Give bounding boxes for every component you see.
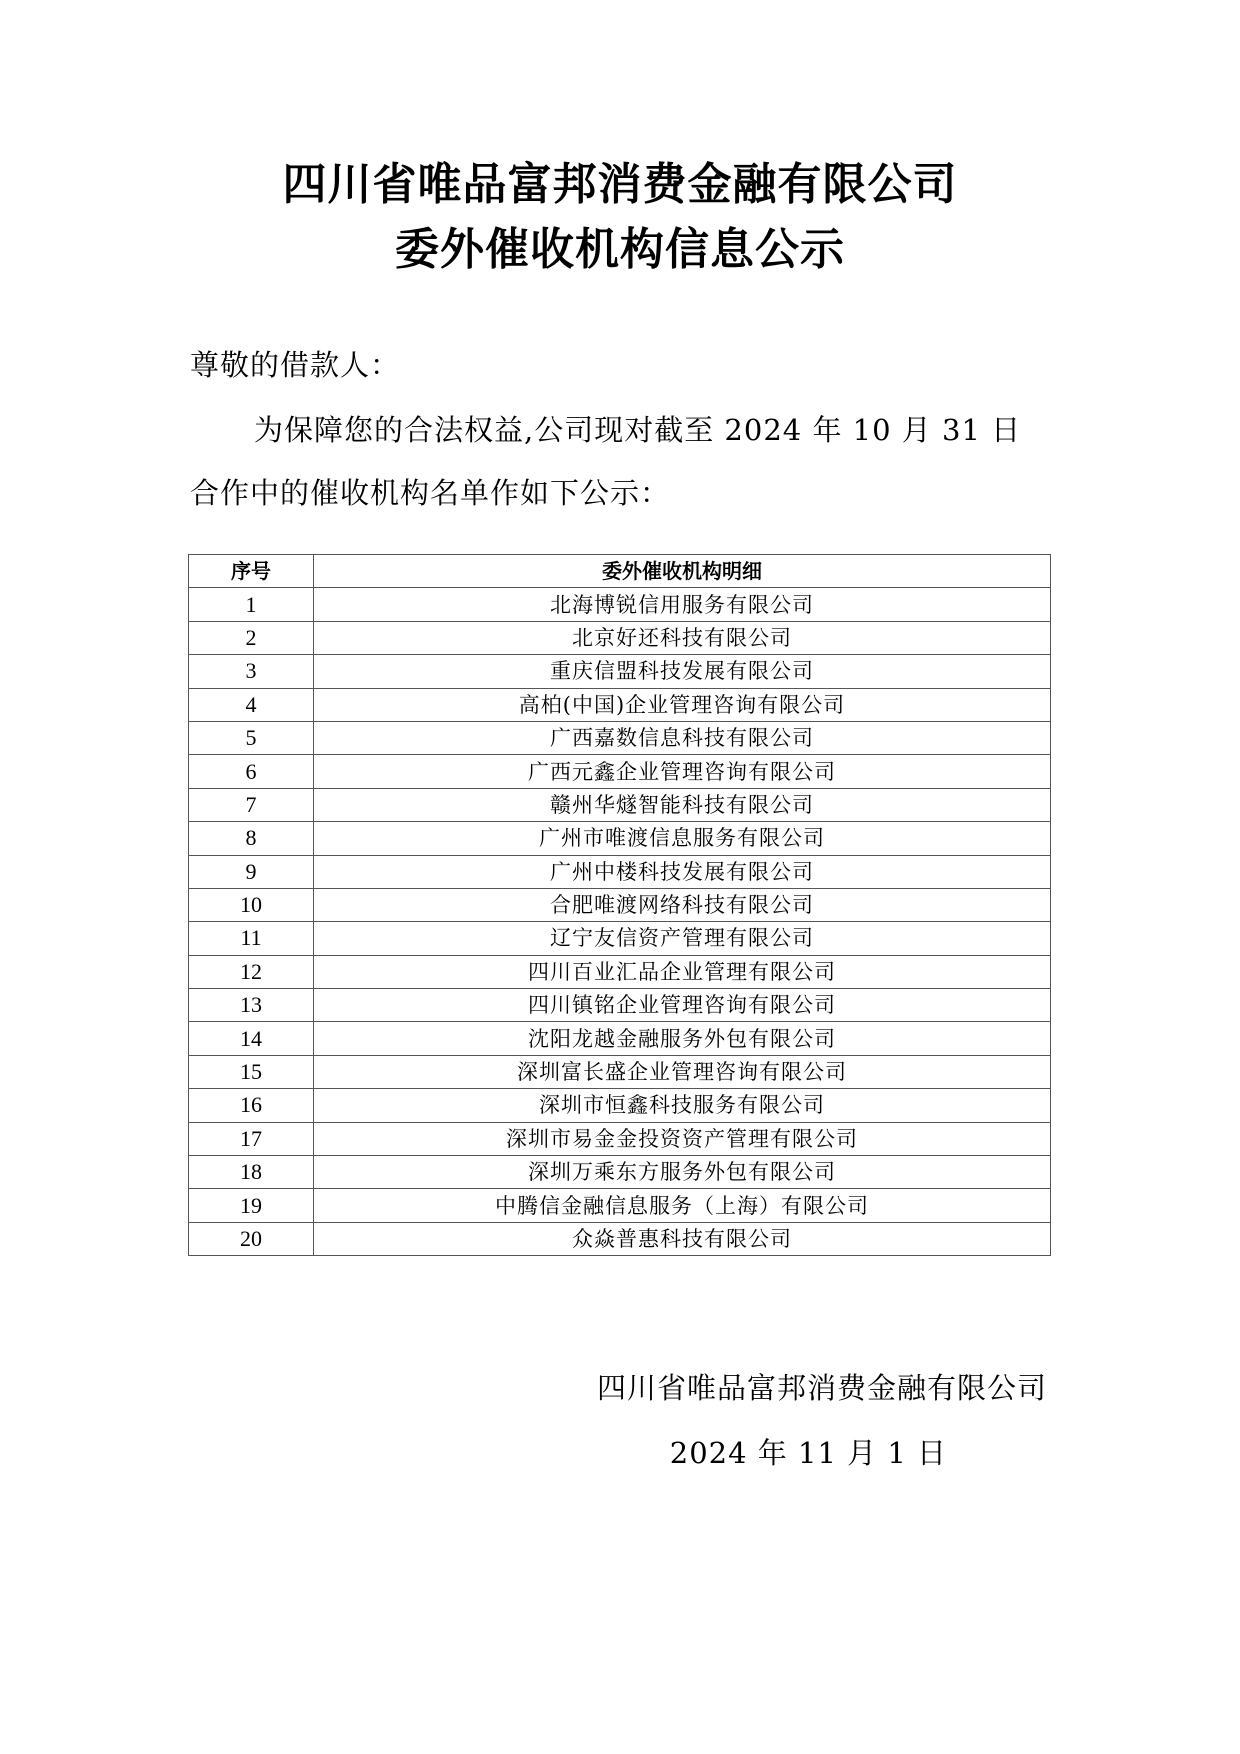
table-row [189,1222,1051,1255]
table-row [189,721,1051,754]
table-row [189,655,1051,688]
table-row [189,788,1051,821]
table-row [189,822,1051,855]
table-row [189,922,1051,955]
table-row [189,621,1051,654]
row-agency-name: 赣州华燧智能科技有限公司 [314,788,1051,821]
row-serial-number: 19 [189,1189,314,1222]
table-header-row [189,555,1051,588]
row-serial-number: 11 [189,922,314,955]
row-agency-name: 深圳市易金金投资资产管理有限公司 [314,1122,1051,1155]
table-row [189,1055,1051,1088]
row-serial-number: 17 [189,1122,314,1155]
signature-date: 2024 年 11 月 1 日 [669,1436,947,1470]
table-row [189,1156,1051,1189]
table-row [189,955,1051,988]
row-agency-name: 众焱普惠科技有限公司 [314,1222,1051,1255]
row-agency-name: 中腾信金融信息服务（上海）有限公司 [314,1189,1051,1222]
row-agency-name: 辽宁友信资产管理有限公司 [314,922,1051,955]
row-agency-name: 广西元鑫企业管理咨询有限公司 [314,755,1051,788]
row-serial-number: 10 [189,888,314,921]
row-agency-name: 四川百业汇品企业管理有限公司 [314,955,1051,988]
collection-agency-table [188,554,1051,1256]
row-serial-number: 16 [189,1089,314,1122]
row-serial-number: 8 [189,822,314,855]
row-serial-number: 20 [189,1222,314,1255]
table-row [189,588,1051,621]
row-serial-number: 6 [189,755,314,788]
row-serial-number: 4 [189,688,314,721]
document-title: 四川省唯品富邦消费金融有限公司 [282,159,958,210]
row-serial-number: 1 [189,588,314,621]
document-subtitle: 委外催收机构信息公示 [395,224,845,275]
row-agency-name: 深圳富长盛企业管理咨询有限公司 [314,1055,1051,1088]
table-row [189,688,1051,721]
table-row [189,1189,1051,1222]
notice-paragraph-line-1: 为保障您的合法权益,公司现对截至 2024 年 10 月 31 日 [254,413,1022,447]
row-agency-name: 沈阳龙越金融服务外包有限公司 [314,1022,1051,1055]
row-serial-number: 13 [189,989,314,1022]
row-agency-name: 四川镇铭企业管理咨询有限公司 [314,989,1051,1022]
row-serial-number: 3 [189,655,314,688]
signature-company: 四川省唯品富邦消费金融有限公司 [596,1371,1047,1405]
table-row [189,989,1051,1022]
table-header [189,555,1051,588]
row-agency-name: 北京好还科技有限公司 [314,621,1051,654]
salutation: 尊敬的借款人： [190,348,401,382]
header-agency-detail: 委外催收机构明细 [314,555,1051,588]
row-agency-name: 北海博锐信用服务有限公司 [314,588,1051,621]
row-agency-name: 深圳万乘东方服务外包有限公司 [314,1156,1051,1189]
row-agency-name: 广西嘉数信息科技有限公司 [314,721,1051,754]
row-serial-number: 2 [189,621,314,654]
row-serial-number: 18 [189,1156,314,1189]
row-serial-number: 7 [189,788,314,821]
row-agency-name: 高柏(中国)企业管理咨询有限公司 [314,688,1051,721]
row-serial-number: 12 [189,955,314,988]
table-row [189,1022,1051,1055]
notice-paragraph-line-2: 合作中的催收机构名单作如下公示： [190,476,671,510]
row-agency-name: 广州市唯渡信息服务有限公司 [314,822,1051,855]
row-serial-number: 14 [189,1022,314,1055]
table-body [189,588,1051,1256]
table-row [189,855,1051,888]
row-serial-number: 9 [189,855,314,888]
row-agency-name: 重庆信盟科技发展有限公司 [314,655,1051,688]
table-row [189,888,1051,921]
row-agency-name: 深圳市恒鑫科技服务有限公司 [314,1089,1051,1122]
table-row [189,755,1051,788]
row-agency-name: 广州中楼科技发展有限公司 [314,855,1051,888]
table-row [189,1122,1051,1155]
row-serial-number: 5 [189,721,314,754]
row-serial-number: 15 [189,1055,314,1088]
header-serial-number: 序号 [189,555,314,588]
row-agency-name: 合肥唯渡网络科技有限公司 [314,888,1051,921]
table-row [189,1089,1051,1122]
